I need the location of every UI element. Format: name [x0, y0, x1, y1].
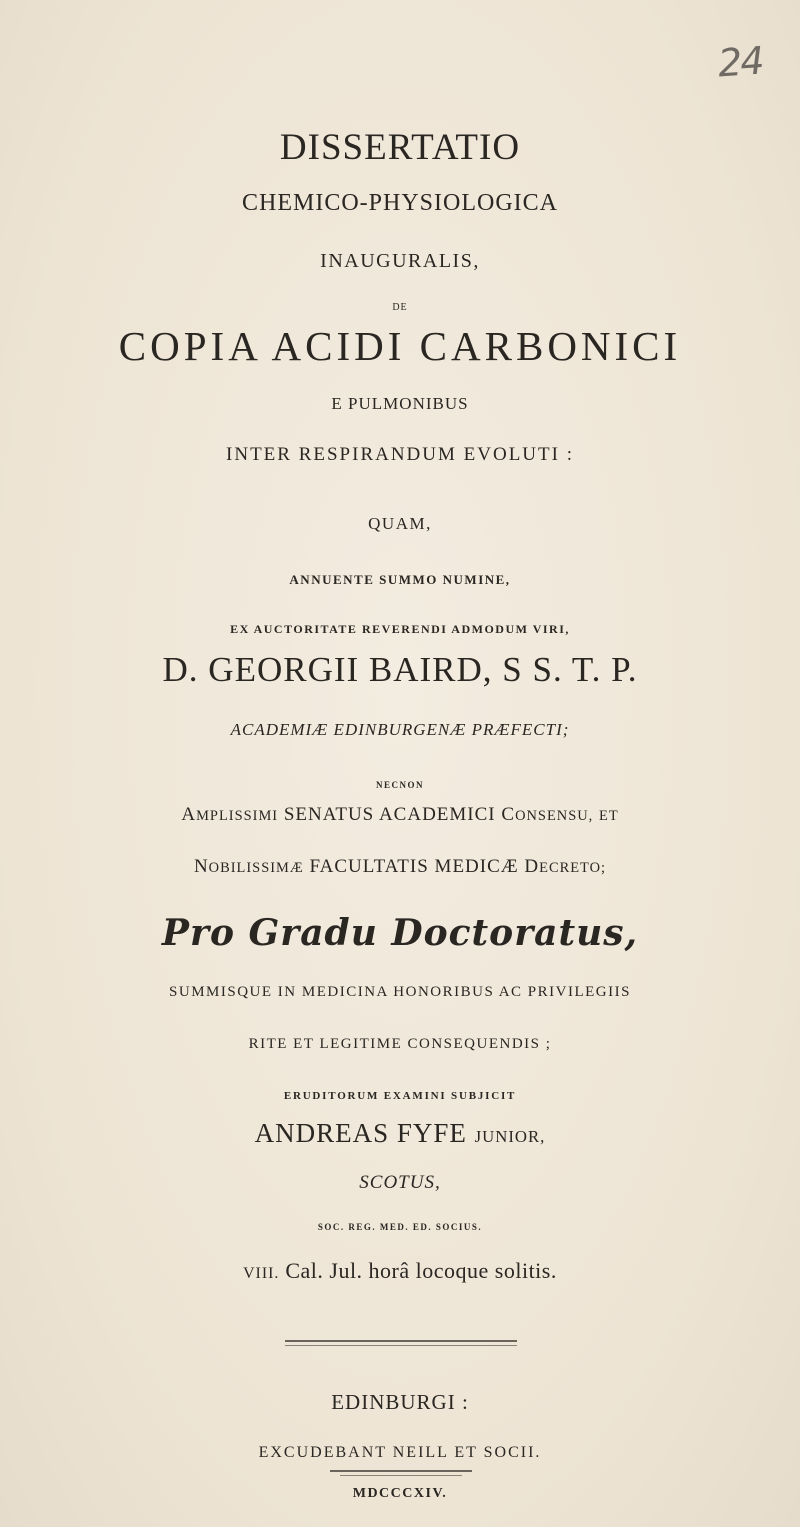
line-e-pulmonibus: E PULMONIBUS [331, 394, 469, 413]
divider-rule-bottom [330, 1470, 472, 1472]
line-year: MDCCCXIV. [352, 1486, 448, 1501]
nobilissimae-initial: N [193, 856, 209, 877]
line-edinburgi: EDINBURGI : [331, 1390, 469, 1414]
facultatis-medicae: FACULTATIS MEDICÆ [309, 856, 519, 877]
line-pro-gradu-doctoratus: Pro Gradu Doctoratus, [161, 912, 639, 954]
consensu-initial: C [501, 804, 516, 825]
date-viii: VIII. [243, 1265, 280, 1282]
line-inter-respirandum: INTER RESPIRANDUM EVOLUTI : [226, 444, 574, 465]
line-necnon: NECNON [375, 780, 424, 790]
author-junior: JUNIOR, [474, 1127, 546, 1146]
amplissimi-rest: MPLISSIMI [196, 808, 279, 824]
date-rest: Cal. Jul. horâ locoque solitis. [285, 1258, 557, 1283]
line-inauguralis: INAUGURALIS, [320, 250, 480, 272]
line-scotus: SCOTUS, [359, 1172, 441, 1193]
title-dissertatio: DISSERTATIO [279, 127, 521, 168]
handwritten-page-mark: 24 [716, 38, 764, 86]
line-ex-auctoritate: EX AUCTORITATE REVERENDI ADMODUM VIRI, [230, 622, 570, 636]
line-eruditorum: ERUDITORUM EXAMINI SUBJICIT [283, 1090, 517, 1102]
senatus-academici: SENATUS ACADEMICI [283, 804, 496, 825]
et-word: ET [599, 808, 619, 824]
nobilissimae-rest: OBILISSIMÆ [208, 860, 304, 876]
line-summisque: SUMMISQUE IN MEDICINA HONORIBUS AC PRIVILEGIIS [169, 984, 631, 1000]
line-quam: QUAM, [368, 514, 432, 533]
divider-rule-top-thin [285, 1345, 517, 1346]
line-author [0, 1118, 800, 1149]
consensu-rest: ONSENSU, [515, 808, 594, 824]
line-academiae: ACADEMIÆ EDINBURGENÆ PRÆFECTI; [230, 720, 570, 739]
decreto-initial: D [524, 856, 540, 877]
line-amplissimi-senatus [0, 804, 800, 826]
line-soc-reg-med: SOC. REG. MED. ED. SOCIUS. [317, 1222, 483, 1232]
subtitle-chemico-physiologica: CHEMICO-PHYSIOLOGICA [241, 190, 558, 216]
divider-rule-top [285, 1340, 517, 1342]
line-annuente: ANNUENTE SUMMO NUMINE, [289, 572, 511, 587]
main-title-copia-acidi-carbonici: COPIA ACIDI CARBONICI [118, 323, 682, 369]
line-date [0, 1258, 800, 1284]
author-name: ANDREAS FYFE [254, 1118, 467, 1148]
line-nobilissimae-facultatis [0, 856, 800, 878]
line-georgii-baird: D. GEORGII BAIRD, S S. T. P. [162, 650, 638, 689]
line-rite-et-legitime: RITE ET LEGITIME CONSEQUENDIS ; [248, 1036, 552, 1052]
decreto-rest: ECRETO; [539, 860, 607, 876]
amplissimi-initial: A [181, 804, 197, 825]
line-excudebant: EXCUDEBANT NEILL ET SOCII. [258, 1444, 542, 1461]
divider-rule-bottom-thin [340, 1475, 462, 1476]
line-de: DE [392, 302, 408, 313]
